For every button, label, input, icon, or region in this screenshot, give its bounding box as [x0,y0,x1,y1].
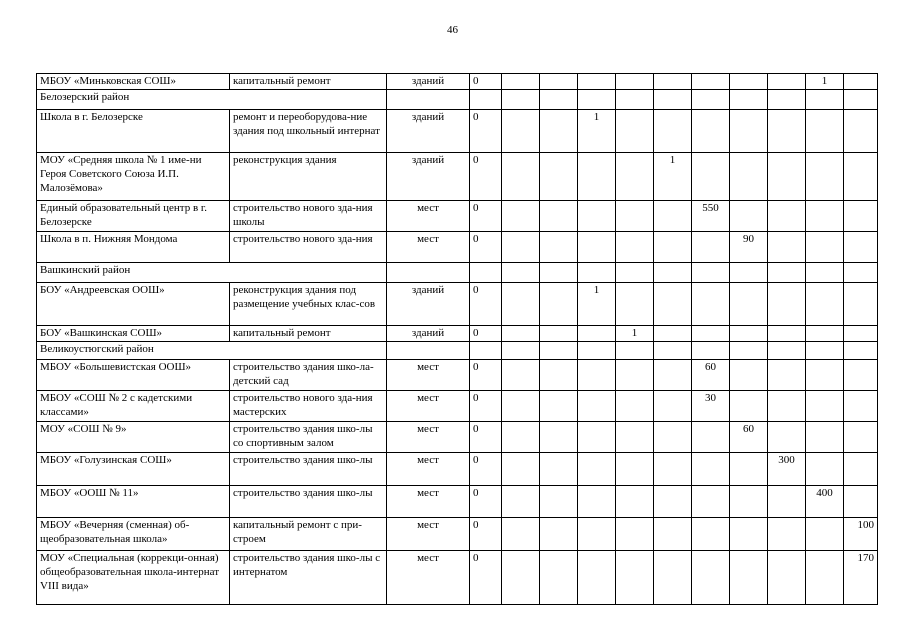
year-value-cell [844,110,878,153]
year-value-cell [502,326,540,342]
empty-cell [616,342,654,360]
table-row [37,232,878,263]
district-row [37,263,878,283]
district-name: Великоустюгский район [37,342,387,360]
year-value-cell [578,201,616,232]
year-value-cell [654,391,692,422]
year-value-cell [806,518,844,551]
district-row [37,342,878,360]
empty-cell [540,263,578,283]
year-value-cell [502,232,540,263]
base-value: 0 [470,486,502,518]
empty-cell [844,263,878,283]
year-value-cell [692,74,730,90]
base-value: 0 [470,201,502,232]
year-value-cell [616,283,654,326]
year-value-cell [806,391,844,422]
work-type: строительство здания шко-лы со спортивным залом [230,422,387,453]
year-value-cell [806,283,844,326]
year-value-cell [730,518,768,551]
empty-cell [692,90,730,110]
year-value-cell [768,74,806,90]
year-value-cell [844,74,878,90]
year-value-cell [578,486,616,518]
year-value-cell [806,110,844,153]
table-row [37,391,878,422]
year-value-cell [768,201,806,232]
year-value-cell [730,326,768,342]
table-row [37,74,878,90]
year-value-cell [730,74,768,90]
year-value-cell [502,551,540,605]
year-value-cell [540,153,578,201]
year-value-cell [540,486,578,518]
institution-name: МБОУ «СОШ № 2 с кадетскими классами» [37,391,230,422]
year-value-cell [844,422,878,453]
year-value-cell [540,232,578,263]
year-value-cell [540,326,578,342]
year-value-cell [844,453,878,486]
year-value-cell [578,518,616,551]
unit-cell: мест [387,232,470,263]
base-value: 0 [470,551,502,605]
year-value-cell [578,453,616,486]
year-value-cell [502,201,540,232]
table-row [37,486,878,518]
year-value-cell [540,453,578,486]
year-value-cell [540,74,578,90]
district-name: Вашкинский район [37,263,387,283]
year-value-cell [768,518,806,551]
empty-cell [502,263,540,283]
year-value-cell [540,283,578,326]
base-value: 0 [470,232,502,263]
work-type: строительство нового зда-ния мастерских [230,391,387,422]
empty-cell [387,263,470,283]
year-value-cell [616,486,654,518]
table-row [37,422,878,453]
empty-cell [654,342,692,360]
year-value-cell [616,74,654,90]
year-value-cell [844,232,878,263]
institution-name: МБОУ «Вечерняя (сменная) об-щеобразовательная школа» [37,518,230,551]
base-value: 0 [470,153,502,201]
year-value-cell [730,360,768,391]
year-value-cell [768,551,806,605]
institution-name: МБОУ «ООШ № 11» [37,486,230,518]
year-value-cell [502,391,540,422]
year-value-cell [502,360,540,391]
empty-cell [387,90,470,110]
year-value-cell [540,518,578,551]
empty-cell [502,90,540,110]
empty-cell [470,342,502,360]
empty-cell [730,90,768,110]
year-value-cell [540,110,578,153]
empty-cell [730,342,768,360]
unit-cell: мест [387,422,470,453]
base-value: 0 [470,283,502,326]
year-value-cell [692,551,730,605]
year-value-cell: 1 [806,74,844,90]
year-value-cell [806,326,844,342]
work-type: реконструкция здания [230,153,387,201]
institution-name: МБОУ «Голузинская СОШ» [37,453,230,486]
year-value-cell [768,360,806,391]
year-value-cell [844,153,878,201]
unit-cell: мест [387,201,470,232]
base-value: 0 [470,326,502,342]
year-value-cell: 300 [768,453,806,486]
empty-cell [387,342,470,360]
table-row [37,518,878,551]
year-value-cell [844,486,878,518]
institution-name: Единый образовательный центр в г. Белозерске [37,201,230,232]
year-value-cell [616,110,654,153]
year-value-cell [730,153,768,201]
year-value-cell: 1 [578,110,616,153]
year-value-cell: 550 [692,201,730,232]
work-type: капитальный ремонт [230,74,387,90]
page-number: 46 [447,24,458,36]
institution-name: Школа в п. Нижняя Мондома [37,232,230,263]
year-value-cell: 60 [730,422,768,453]
year-value-cell [806,551,844,605]
year-value-cell [578,153,616,201]
year-value-cell: 400 [806,486,844,518]
unit-cell: мест [387,551,470,605]
year-value-cell [502,422,540,453]
district-name: Белозерский район [37,90,387,110]
year-value-cell [578,232,616,263]
year-value-cell [616,422,654,453]
table-row [37,153,878,201]
year-value-cell [768,283,806,326]
table-row [37,360,878,391]
year-value-cell [692,110,730,153]
year-value-cell [692,486,730,518]
institution-name: МОУ «Специальная (коррекци-онная) общеобразовательная школа-интернат VIII вида» [37,551,230,605]
base-value: 0 [470,422,502,453]
empty-cell [844,90,878,110]
table-row [37,110,878,153]
table-row [37,326,878,342]
year-value-cell: 30 [692,391,730,422]
year-value-cell [616,153,654,201]
year-value-cell [844,283,878,326]
empty-cell [768,90,806,110]
empty-cell [540,342,578,360]
year-value-cell: 60 [692,360,730,391]
year-value-cell [654,360,692,391]
table-row [37,551,878,605]
year-value-cell [768,391,806,422]
year-value-cell [502,486,540,518]
empty-cell [730,263,768,283]
year-value-cell [654,551,692,605]
year-value-cell: 1 [616,326,654,342]
empty-cell [768,342,806,360]
year-value-cell [730,453,768,486]
unit-cell: мест [387,453,470,486]
year-value-cell [692,422,730,453]
year-value-cell [654,201,692,232]
year-value-cell [578,74,616,90]
year-value-cell [692,232,730,263]
year-value-cell: 170 [844,551,878,605]
year-value-cell [844,326,878,342]
year-value-cell [540,391,578,422]
work-type: строительство нового зда-ния [230,232,387,263]
work-type: реконструкция здания под размещение учебных клас-сов [230,283,387,326]
unit-cell: зданий [387,283,470,326]
empty-cell [470,90,502,110]
unit-cell: зданий [387,110,470,153]
year-value-cell [654,232,692,263]
year-value-cell [730,110,768,153]
work-type: капитальный ремонт [230,326,387,342]
empty-cell [806,263,844,283]
year-value-cell [692,326,730,342]
table-row [37,201,878,232]
year-value-cell [616,360,654,391]
year-value-cell [616,201,654,232]
year-value-cell: 100 [844,518,878,551]
year-value-cell [692,518,730,551]
base-value: 0 [470,74,502,90]
empty-cell [768,263,806,283]
year-value-cell [730,391,768,422]
year-value-cell [616,518,654,551]
year-value-cell [578,326,616,342]
year-value-cell [768,326,806,342]
year-value-cell [806,232,844,263]
construction-plan-table [36,73,878,605]
year-value-cell [806,422,844,453]
year-value-cell [502,453,540,486]
year-value-cell [502,153,540,201]
year-value-cell [654,283,692,326]
year-value-cell [616,551,654,605]
empty-cell [502,342,540,360]
year-value-cell [768,153,806,201]
unit-cell: зданий [387,326,470,342]
work-type: строительство здания шко-лы [230,453,387,486]
year-value-cell [730,551,768,605]
base-value: 0 [470,453,502,486]
year-value-cell [578,360,616,391]
year-value-cell [806,153,844,201]
empty-cell [616,263,654,283]
work-type: строительство нового зда-ния школы [230,201,387,232]
year-value-cell [654,453,692,486]
unit-cell: зданий [387,153,470,201]
work-type: ремонт и переоборудова-ние здания под школьный интернат [230,110,387,153]
year-value-cell [654,326,692,342]
year-value-cell [578,391,616,422]
base-value: 0 [470,360,502,391]
year-value-cell [502,283,540,326]
year-value-cell [692,283,730,326]
work-type: строительство здания шко-ла-детский сад [230,360,387,391]
year-value-cell [768,486,806,518]
year-value-cell [768,422,806,453]
district-row [37,90,878,110]
institution-name: МОУ «Средняя школа № 1 име-ни Героя Советского Союза И.П. Малозёмова» [37,153,230,201]
empty-cell [654,90,692,110]
base-value: 0 [470,110,502,153]
year-value-cell [692,153,730,201]
unit-cell: мест [387,360,470,391]
empty-cell [540,90,578,110]
empty-cell [616,90,654,110]
year-value-cell [616,232,654,263]
empty-cell [578,90,616,110]
year-value-cell [654,518,692,551]
base-value: 0 [470,391,502,422]
institution-name: БОУ «Вашкинская СОШ» [37,326,230,342]
year-value-cell: 1 [654,153,692,201]
empty-cell [578,263,616,283]
empty-cell [806,342,844,360]
empty-cell [692,342,730,360]
year-value-cell [730,283,768,326]
year-value-cell [578,551,616,605]
empty-cell [654,263,692,283]
year-value-cell [844,201,878,232]
unit-cell: мест [387,486,470,518]
institution-name: Школа в г. Белозерске [37,110,230,153]
year-value-cell [654,486,692,518]
year-value-cell [692,453,730,486]
year-value-cell [540,422,578,453]
year-value-cell [578,422,616,453]
year-value-cell [502,74,540,90]
institution-name: МБОУ «Большевистская ООШ» [37,360,230,391]
unit-cell: мест [387,391,470,422]
table-row [37,453,878,486]
year-value-cell [768,110,806,153]
year-value-cell [654,74,692,90]
year-value-cell [502,518,540,551]
year-value-cell [540,360,578,391]
year-value-cell [844,391,878,422]
year-value-cell [806,453,844,486]
year-value-cell [616,391,654,422]
base-value: 0 [470,518,502,551]
unit-cell: зданий [387,74,470,90]
year-value-cell [806,360,844,391]
empty-cell [578,342,616,360]
institution-name: БОУ «Андреевская ООШ» [37,283,230,326]
year-value-cell [730,486,768,518]
unit-cell: мест [387,518,470,551]
year-value-cell [806,201,844,232]
empty-cell [844,342,878,360]
year-value-cell [654,110,692,153]
year-value-cell [540,201,578,232]
year-value-cell [616,453,654,486]
year-value-cell [844,360,878,391]
year-value-cell: 1 [578,283,616,326]
work-type: строительство здания шко-лы с интернатом [230,551,387,605]
year-value-cell [768,232,806,263]
empty-cell [470,263,502,283]
year-value-cell [540,551,578,605]
year-value-cell [654,422,692,453]
empty-cell [806,90,844,110]
year-value-cell: 90 [730,232,768,263]
work-type: строительство здания шко-лы [230,486,387,518]
table-row [37,283,878,326]
institution-name: МОУ «СОШ № 9» [37,422,230,453]
year-value-cell [502,110,540,153]
empty-cell [692,263,730,283]
institution-name: МБОУ «Миньковская СОШ» [37,74,230,90]
year-value-cell [730,201,768,232]
work-type: капитальный ремонт с при-строем [230,518,387,551]
